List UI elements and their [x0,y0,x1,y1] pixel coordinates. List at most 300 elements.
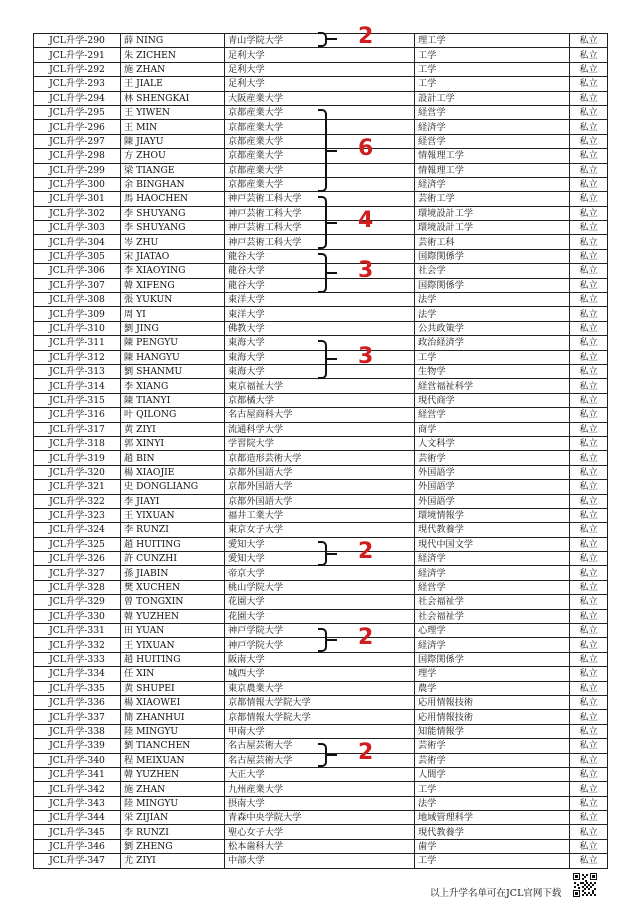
student-id-cell: JCL升学-301 [34,192,121,206]
table-row [34,62,608,76]
student-name-cell: 韓 YUZHEN [121,609,225,623]
school-type-cell: 私立 [570,480,608,494]
university-cell: 名古屋芸術大学 [225,739,415,753]
university-cell: 東京農業大学 [225,681,415,695]
faculty-cell: 外国語学 [415,494,570,508]
student-id-cell: JCL升学-307 [34,278,121,292]
student-id-cell: JCL升学-345 [34,825,121,839]
faculty-cell: 経営学 [415,580,570,594]
table-row [34,48,608,62]
faculty-cell: 国際関係学 [415,652,570,666]
school-type-cell: 私立 [570,77,608,91]
faculty-cell: 応用情報技術 [415,695,570,709]
university-cell: 京都情報大学院大学 [225,695,415,709]
university-cell: 京都情報大学院大学 [225,710,415,724]
student-name-cell: 樊 XUCHEN [121,580,225,594]
faculty-cell: 人文科学 [415,436,570,450]
student-name-cell: 趙 HUITING [121,652,225,666]
university-cell: 京都外国語大学 [225,480,415,494]
student-id-cell: JCL升学-311 [34,336,121,350]
student-name-cell: 韓 YUZHEN [121,767,225,781]
student-id-cell: JCL升学-322 [34,494,121,508]
student-name-cell: 程 MEIXUAN [121,753,225,767]
faculty-cell: 外国語学 [415,480,570,494]
student-id-cell: JCL升学-313 [34,364,121,378]
student-name-cell: 薛 NING [121,34,225,48]
student-id-cell: JCL升学-325 [34,537,121,551]
student-name-cell: 陳 PENGYU [121,336,225,350]
student-id-cell: JCL升学-290 [34,34,121,48]
school-type-cell: 私立 [570,293,608,307]
table-row [34,854,608,868]
university-cell: 京都造形芸術大学 [225,451,415,465]
school-type-cell: 私立 [570,667,608,681]
school-type-cell: 私立 [570,825,608,839]
school-type-cell: 私立 [570,724,608,738]
faculty-cell: 環境設計工学 [415,206,570,220]
student-name-cell: 趙 HUITING [121,537,225,551]
university-cell: 聖心女子大学 [225,825,415,839]
university-cell: 京都外国語大学 [225,494,415,508]
faculty-cell: 農学 [415,681,570,695]
university-cell: 京都外国語大学 [225,465,415,479]
student-name-cell: 李 RUNZI [121,523,225,537]
table-row [34,652,608,666]
university-cell: 帝京大学 [225,566,415,580]
faculty-cell: 芸術学 [415,753,570,767]
university-cell: 東京女子大学 [225,523,415,537]
student-name-cell: 韓 XIFENG [121,278,225,292]
student-id-cell: JCL升学-347 [34,854,121,868]
student-name-cell: 許 CUNZHI [121,552,225,566]
school-type-cell: 私立 [570,149,608,163]
faculty-cell: 工学 [415,782,570,796]
student-name-cell: 栄 ZIJIAN [121,811,225,825]
university-cell: 京都産業大学 [225,120,415,134]
table-row [34,465,608,479]
student-id-cell: JCL升学-328 [34,580,121,594]
student-id-cell: JCL升学-333 [34,652,121,666]
qr-code-icon[interactable] [573,873,597,897]
school-type-cell: 私立 [570,192,608,206]
university-cell: 九州産業大学 [225,782,415,796]
school-type-cell: 私立 [570,537,608,551]
university-cell: 佛教大学 [225,321,415,335]
student-id-cell: JCL升学-331 [34,624,121,638]
student-id-cell: JCL升学-310 [34,321,121,335]
school-type-cell: 私立 [570,436,608,450]
school-type-cell: 私立 [570,767,608,781]
group-bracket [318,109,327,191]
student-id-cell: JCL升学-324 [34,523,121,537]
school-type-cell: 私立 [570,739,608,753]
faculty-cell: 工学 [415,350,570,364]
university-cell: 花園大学 [225,609,415,623]
university-cell: 龍谷大学 [225,249,415,263]
faculty-cell: 商学 [415,422,570,436]
student-name-cell: 王 YIXUAN [121,638,225,652]
university-cell: 大阪産業大学 [225,91,415,105]
table-row [34,393,608,407]
faculty-cell: 情報理工学 [415,163,570,177]
university-cell: 東海大学 [225,364,415,378]
university-cell: 甲南大学 [225,724,415,738]
faculty-cell: 経営学 [415,105,570,119]
university-cell: 青山学院大学 [225,34,415,48]
university-cell: 桃山学院大学 [225,580,415,594]
faculty-cell: 環境情報学 [415,508,570,522]
faculty-cell: 芸術工学 [415,192,570,206]
university-cell: 京都産業大学 [225,163,415,177]
student-id-cell: JCL升学-309 [34,307,121,321]
university-cell: 愛知大学 [225,537,415,551]
student-name-cell: 史 DONGLIANG [121,480,225,494]
school-type-cell: 私立 [570,48,608,62]
school-type-cell: 私立 [570,753,608,767]
student-id-cell: JCL升学-314 [34,379,121,393]
faculty-cell: 芸術工科 [415,235,570,249]
student-id-cell: JCL升学-318 [34,436,121,450]
faculty-cell: 法学 [415,307,570,321]
group-count: 2 [358,538,374,564]
university-cell: 神戸学院大学 [225,638,415,652]
group-count: 2 [358,624,374,650]
table-row [34,436,608,450]
faculty-cell: 芸術学 [415,739,570,753]
student-id-cell: JCL升学-332 [34,638,121,652]
student-name-cell: 陳 JIAYU [121,134,225,148]
student-id-cell: JCL升学-335 [34,681,121,695]
student-id-cell: JCL升学-327 [34,566,121,580]
university-cell: 流通科学大学 [225,422,415,436]
student-id-cell: JCL升学-303 [34,221,121,235]
student-name-cell: 朱 ZICHEN [121,48,225,62]
school-type-cell: 私立 [570,408,608,422]
university-cell: 京都産業大学 [225,177,415,191]
table-row [34,825,608,839]
student-name-cell: 李 XIAOYING [121,264,225,278]
group-count: 2 [358,740,374,766]
school-type-cell: 私立 [570,379,608,393]
group-bracket [318,253,327,292]
university-cell: 名古屋商科大学 [225,408,415,422]
table-row [34,307,608,321]
group-bracket [318,196,327,250]
table-row [34,566,608,580]
student-id-cell: JCL升学-297 [34,134,121,148]
school-type-cell: 私立 [570,235,608,249]
table-row [34,767,608,781]
school-type-cell: 私立 [570,854,608,868]
university-cell: 神戸学院大学 [225,624,415,638]
school-type-cell: 私立 [570,508,608,522]
table-row [34,667,608,681]
student-name-cell: 簡 ZHANHUI [121,710,225,724]
student-id-cell: JCL升学-293 [34,77,121,91]
student-id-cell: JCL升学-296 [34,120,121,134]
faculty-cell: 国際関係学 [415,249,570,263]
school-type-cell: 私立 [570,552,608,566]
school-type-cell: 私立 [570,624,608,638]
faculty-cell: 政治経済学 [415,336,570,350]
student-name-cell: 黄 SHUPEI [121,681,225,695]
table-row [34,494,608,508]
school-type-cell: 私立 [570,34,608,48]
student-id-cell: JCL升学-320 [34,465,121,479]
university-cell: 愛知大学 [225,552,415,566]
student-id-cell: JCL升学-316 [34,408,121,422]
university-cell: 足利大学 [225,62,415,76]
faculty-cell: 外国語学 [415,465,570,479]
student-name-cell: 王 YIWEN [121,105,225,119]
table-row [34,451,608,465]
university-cell: 神戸芸術工科大学 [225,206,415,220]
table-row [34,523,608,537]
school-type-cell: 私立 [570,811,608,825]
school-type-cell: 私立 [570,163,608,177]
student-name-cell: 施 ZHAN [121,782,225,796]
student-name-cell: 梁 TIANGE [121,163,225,177]
university-cell: 大正大学 [225,767,415,781]
university-cell: 中部大学 [225,854,415,868]
student-id-cell: JCL升学-334 [34,667,121,681]
student-name-cell: 陳 HANGYU [121,350,225,364]
faculty-cell: 生物学 [415,364,570,378]
university-cell: 松本歯科大学 [225,839,415,853]
university-cell: 京都橘大学 [225,393,415,407]
group-bracket [318,628,327,653]
university-cell: 京都産業大学 [225,149,415,163]
student-id-cell: JCL升学-315 [34,393,121,407]
student-name-cell: 李 XIANG [121,379,225,393]
faculty-cell: 経営学 [415,408,570,422]
university-cell: 学習院大学 [225,436,415,450]
faculty-cell: 公共政策学 [415,321,570,335]
group-count: 6 [358,135,374,161]
faculty-cell: 経済学 [415,120,570,134]
table-row [34,710,608,724]
school-type-cell: 私立 [570,595,608,609]
table-row [34,681,608,695]
school-type-cell: 私立 [570,249,608,263]
student-name-cell: 余 BINGHAN [121,177,225,191]
student-id-cell: JCL升学-302 [34,206,121,220]
university-cell: 京都産業大学 [225,134,415,148]
student-name-cell: 李 RUNZI [121,825,225,839]
student-id-cell: JCL升学-339 [34,739,121,753]
table-row [34,91,608,105]
university-cell: 足利大学 [225,77,415,91]
student-id-cell: JCL升学-342 [34,782,121,796]
faculty-cell: 経営学 [415,134,570,148]
student-name-cell: 宋 JIATAO [121,249,225,263]
faculty-cell: 社会福祉学 [415,595,570,609]
student-name-cell: 趙 BIN [121,451,225,465]
faculty-cell: 社会福祉学 [415,609,570,623]
table-row [34,408,608,422]
student-id-cell: JCL升学-336 [34,695,121,709]
faculty-cell: 設計工学 [415,91,570,105]
table-row [34,77,608,91]
student-name-cell: 郭 XINYI [121,436,225,450]
student-id-cell: JCL升学-337 [34,710,121,724]
faculty-cell: 国際関係学 [415,278,570,292]
table-row [34,811,608,825]
school-type-cell: 私立 [570,221,608,235]
student-id-cell: JCL升学-340 [34,753,121,767]
school-type-cell: 私立 [570,120,608,134]
student-name-cell: 王 JIALE [121,77,225,91]
table-row [34,422,608,436]
school-type-cell: 私立 [570,465,608,479]
school-type-cell: 私立 [570,580,608,594]
group-count: 3 [358,257,374,283]
student-id-cell: JCL升学-330 [34,609,121,623]
student-id-cell: JCL升学-291 [34,48,121,62]
student-id-cell: JCL升学-312 [34,350,121,364]
table-row [34,782,608,796]
table-row [34,796,608,810]
university-cell: 東海大学 [225,336,415,350]
school-type-cell: 私立 [570,782,608,796]
university-cell: 名古屋芸術大学 [225,753,415,767]
student-id-cell: JCL升学-326 [34,552,121,566]
student-name-cell: 田 YUAN [121,624,225,638]
student-id-cell: JCL升学-321 [34,480,121,494]
table-row [34,609,608,623]
faculty-cell: 法学 [415,293,570,307]
school-type-cell: 私立 [570,839,608,853]
table-row [34,379,608,393]
group-bracket [318,743,327,768]
faculty-cell: 工学 [415,62,570,76]
school-type-cell: 私立 [570,321,608,335]
school-type-cell: 私立 [570,62,608,76]
student-id-cell: JCL升学-308 [34,293,121,307]
faculty-cell: 経済学 [415,177,570,191]
table-row [34,321,608,335]
faculty-cell: 法学 [415,796,570,810]
faculty-cell: 芸術学 [415,451,570,465]
student-name-cell: 林 SHENGKAI [121,91,225,105]
table-row [34,695,608,709]
university-cell: 神戸芸術工科大学 [225,221,415,235]
student-id-cell: JCL升学-292 [34,62,121,76]
table-row [34,480,608,494]
group-bracket [318,541,327,566]
table-row [34,580,608,594]
student-name-cell: 曾 TONGXIN [121,595,225,609]
student-name-cell: 孫 JIABIN [121,566,225,580]
student-id-cell: JCL升学-304 [34,235,121,249]
student-id-cell: JCL升学-319 [34,451,121,465]
student-name-cell: 陸 MINGYU [121,724,225,738]
faculty-cell: 人間学 [415,767,570,781]
faculty-cell: 工学 [415,48,570,62]
university-cell: 神戸芸術工科大学 [225,235,415,249]
student-id-cell: JCL升学-346 [34,839,121,853]
group-count: 2 [358,24,374,50]
faculty-cell: 現代商学 [415,393,570,407]
university-cell: 京都産業大学 [225,105,415,119]
table-row [34,724,608,738]
university-cell: 龍谷大学 [225,278,415,292]
school-type-cell: 私立 [570,278,608,292]
student-name-cell: 張 YUKUN [121,293,225,307]
student-name-cell: 李 SHUYANG [121,221,225,235]
student-id-cell: JCL升学-300 [34,177,121,191]
student-name-cell: 劉 JING [121,321,225,335]
student-id-cell: JCL升学-343 [34,796,121,810]
school-type-cell: 私立 [570,105,608,119]
faculty-cell: 経済学 [415,638,570,652]
school-type-cell: 私立 [570,177,608,191]
student-name-cell: 叶 QILONG [121,408,225,422]
university-cell: 摂南大学 [225,796,415,810]
student-id-cell: JCL升学-317 [34,422,121,436]
student-id-cell: JCL升学-329 [34,595,121,609]
school-type-cell: 私立 [570,609,608,623]
student-id-cell: JCL升学-344 [34,811,121,825]
school-type-cell: 私立 [570,566,608,580]
school-type-cell: 私立 [570,695,608,709]
faculty-cell: 地域管理科学 [415,811,570,825]
school-type-cell: 私立 [570,681,608,695]
student-name-cell: 劉 SHANMU [121,364,225,378]
faculty-cell: 理学 [415,667,570,681]
group-bracket [318,32,327,47]
faculty-cell: 歯学 [415,839,570,853]
group-bracket [318,340,327,379]
student-name-cell: 尤 ZIYI [121,854,225,868]
table-row [34,508,608,522]
group-count: 3 [358,344,374,370]
student-id-cell: JCL升学-305 [34,249,121,263]
university-cell: 阪南大学 [225,652,415,666]
student-name-cell: 劉 TIANCHEN [121,739,225,753]
faculty-cell: 工学 [415,77,570,91]
school-type-cell: 私立 [570,91,608,105]
faculty-cell: 経営福祉科学 [415,379,570,393]
school-type-cell: 私立 [570,451,608,465]
faculty-cell: 経済学 [415,566,570,580]
school-type-cell: 私立 [570,264,608,278]
school-type-cell: 私立 [570,796,608,810]
school-type-cell: 私立 [570,336,608,350]
school-type-cell: 私立 [570,638,608,652]
university-cell: 東洋大学 [225,307,415,321]
faculty-cell: 現代教養学 [415,825,570,839]
table-row [34,595,608,609]
school-type-cell: 私立 [570,523,608,537]
student-name-cell: 方 ZHOU [121,149,225,163]
school-type-cell: 私立 [570,710,608,724]
university-cell: 足利大学 [225,48,415,62]
student-id-cell: JCL升学-298 [34,149,121,163]
student-id-cell: JCL升学-338 [34,724,121,738]
university-cell: 城西大学 [225,667,415,681]
student-id-cell: JCL升学-323 [34,508,121,522]
faculty-cell: 経済学 [415,552,570,566]
student-name-cell: 楊 XIAOJIE [121,465,225,479]
student-name-cell: 王 YIXUAN [121,508,225,522]
student-name-cell: 陳 TIANYI [121,393,225,407]
group-count: 4 [358,207,374,233]
faculty-cell: 理工学 [415,34,570,48]
faculty-cell: 社会学 [415,264,570,278]
student-name-cell: 王 MIN [121,120,225,134]
school-type-cell: 私立 [570,350,608,364]
